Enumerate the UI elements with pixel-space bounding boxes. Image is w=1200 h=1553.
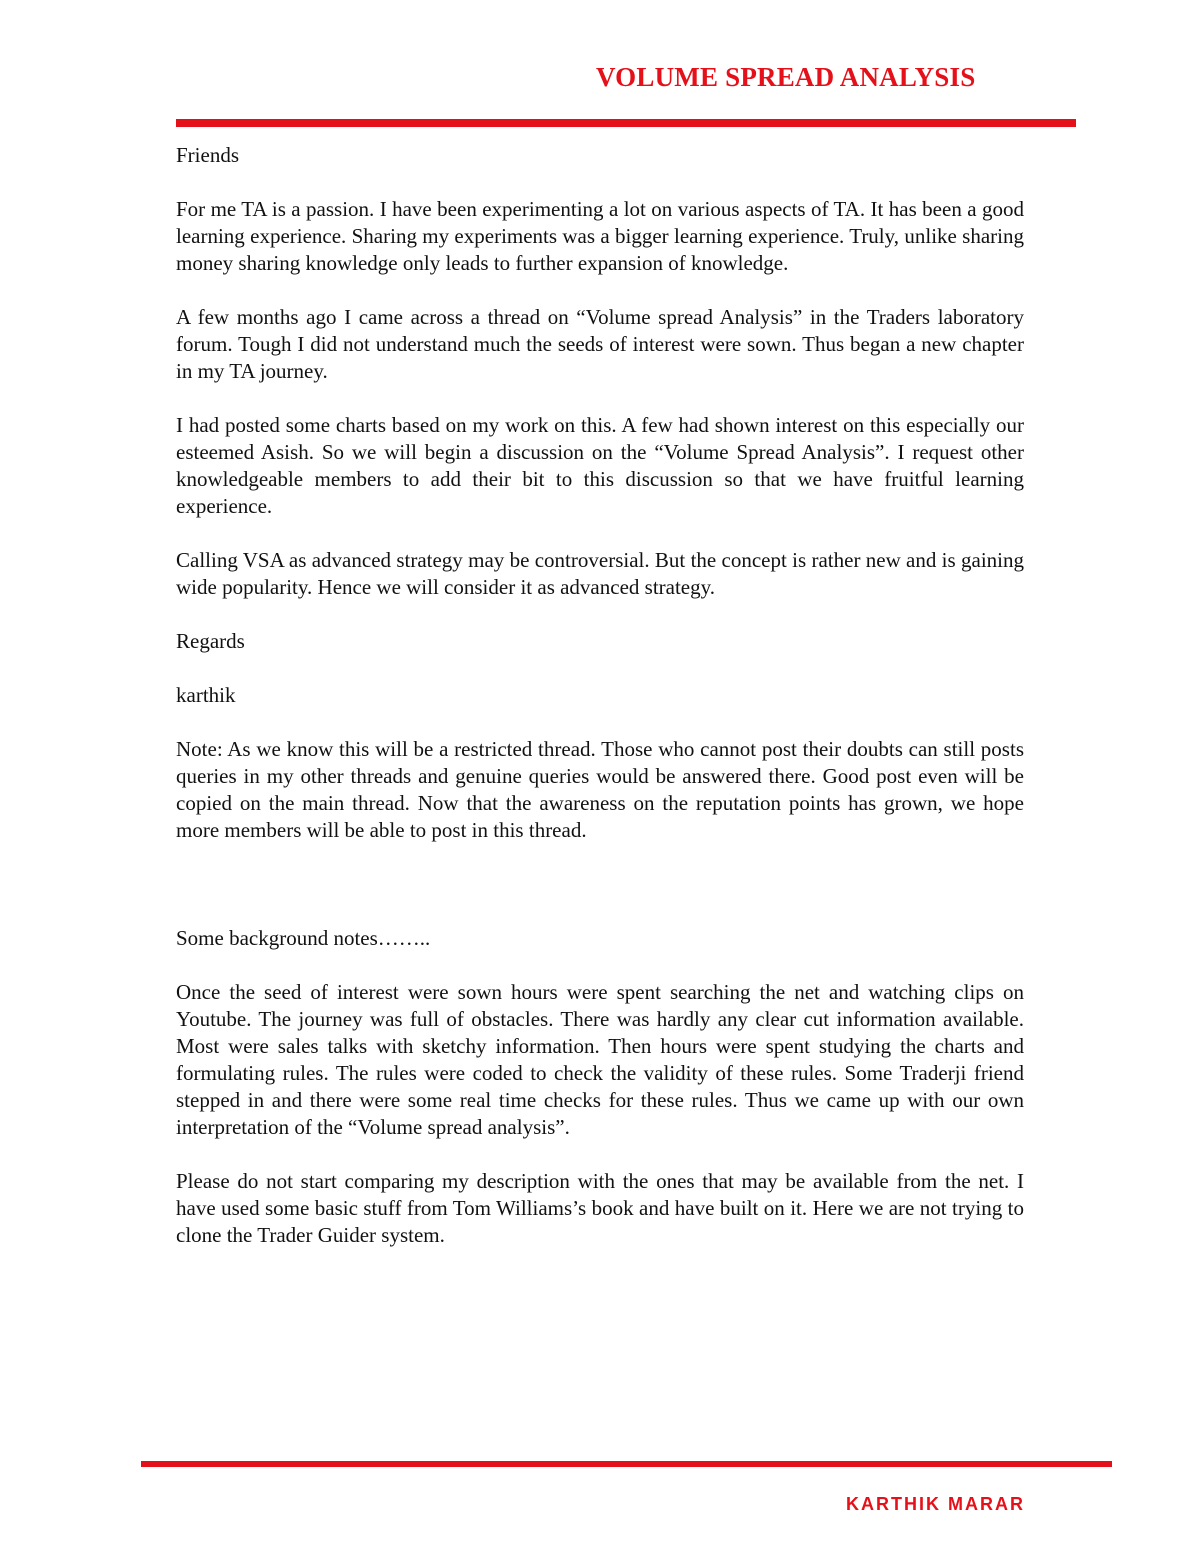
- signature: karthik: [176, 683, 236, 707]
- paragraph-background: Once the seed of interest were sown hours were spent searching the net and watching clips on Youtube. The journey was full of obstacles. There was hardly any clear cut information available. Most were sales talks with sketchy information. Then hours were spent studying the charts and formulating rules. The rules were coded to check the validity of these rules. Some Traderji friend stepped in and there were some real time checks for these rules. Thus we came up with our own interpretation of the “Volume spread analysis”.: [176, 980, 1024, 1139]
- footer-author: KARTHIK MARAR: [846, 1494, 1025, 1514]
- header-title: VOLUME SPREAD ANALYSIS: [596, 62, 976, 92]
- paragraph-thread-origin: A few months ago I came across a thread on “Volume spread Analysis” in the Traders laboratory forum. Tough I did not understand much the seeds of interest were sown. Thus began a new chapter in my TA journey.: [176, 305, 1024, 383]
- closing-regards: Regards: [176, 629, 245, 653]
- section-heading-background: Some background notes……..: [176, 926, 431, 950]
- paragraph-strategy: Calling VSA as advanced strategy may be controversial. But the concept is rather new and is gaining wide popularity. Hence we will consider it as advanced strategy.: [176, 548, 1024, 599]
- footer-rule: [141, 1461, 1112, 1467]
- paragraph-disclaimer: Please do not start comparing my description with the ones that may be available from the net. I have used some basic stuff from Tom Williams’s book and have built on it. Here we are not trying to clone the Trader Guider system.: [176, 1169, 1024, 1247]
- document-body: [176, 142, 1024, 1276]
- paragraph-discussion: I had posted some charts based on my work on this. A few had shown interest on this especially our esteemed Asish. So we will begin a discussion on the “Volume Spread Analysis”. I request other knowledgeable members to add their bit to this discussion so that we have fruitful learning experience.: [176, 413, 1024, 518]
- paragraph-note: Note: As we know this will be a restricted thread. Those who cannot post their doubts can still posts queries in my other threads and genuine queries would be answered there. Good post even will be copied on the main thread. Now that the awareness on the reputation points has grown, we hope more members will be able to post in this thread.: [176, 737, 1024, 842]
- header-rule: [176, 119, 1076, 127]
- paragraph-intro: For me TA is a passion. I have been experimenting a lot on various aspects of TA. It has been a good learning experience. Sharing my experiments was a bigger learning experience. Truly, unlike sharing money sharing knowledge only leads to further expansion of knowledge.: [176, 197, 1024, 275]
- greeting: Friends: [176, 143, 239, 167]
